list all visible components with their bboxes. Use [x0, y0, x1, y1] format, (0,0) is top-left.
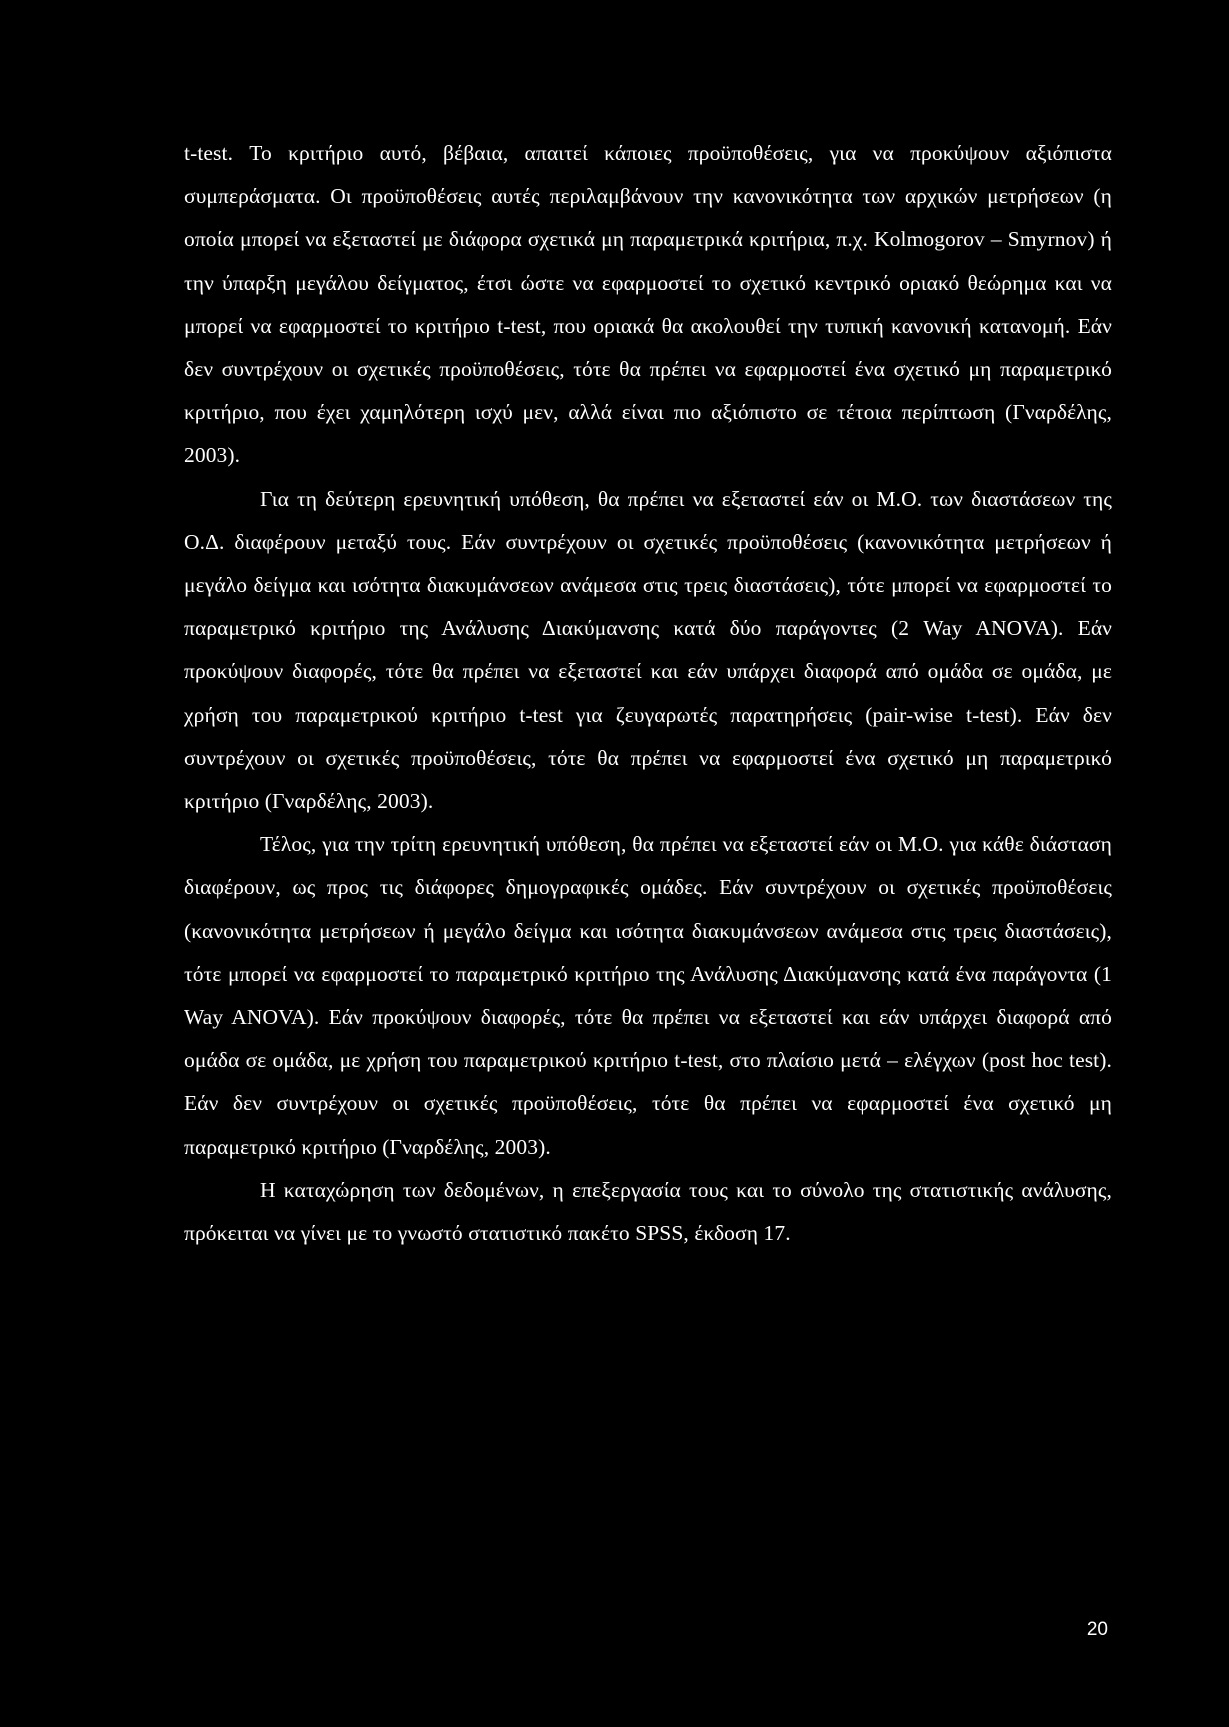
paragraph-data-analysis: Η καταχώρηση των δεδομένων, η επεξεργασία τους και το σύνολο της στατιστικής ανάλυσης, πρόκειται να γίνει με το γνωστό στατιστικό πακέτο SPSS, έκδοση 17. [184, 1177, 1112, 1246]
paragraph-continuation: t-test. Το κριτήριο αυτό, βέβαια, απαιτεί κάποιες προϋποθέσεις, για να προκύψουν αξιόπιστα συμπεράσματα. Οι προϋποθέσεις αυτές περιλαμβάνουν την κανονικότητα των αρχικών μετρήσεων (η οποία μπορεί να εξεταστεί με διάφορα σχετικά μη παραμετρικά κριτήρια, π.χ. Kolmogorov – Smyrnov) ή την ύπαρξη μεγάλου δείγματος, έτσι ώστε να εφαρμοστεί το σχετικό κεντρικό οριακό θεώρημα και να μπορεί να εφαρμοστεί το κριτήριο t-test, που οριακά θα ακολουθεί την τυπική κανονική κατανομή. Εάν δεν συντρέχουν οι σχετικές προϋποθέσεις, τότε θα πρέπει να εφαρμοστεί ένα σχετικό μη παραμετρικό κριτήριο, που έχει χαμηλότερη ισχύ μεν, αλλά είναι πιο αξιόπιστο σε τέτοια περίπτωση (Γναρδέλης, 2003). [184, 141, 1112, 468]
paragraph-second-hypothesis: Για τη δεύτερη ερευνητική υπόθεση, θα πρέπει να εξεταστεί εάν οι Μ.Ο. των διαστάσεων της Ο.Δ. διαφέρουν μεταξύ τους. Εάν συντρέχουν οι σχετικές προϋποθέσεις (κανονικότητα μετρήσεων ή μεγάλο δείγμα και ισότητα διακυμάνσεων ανάμεσα στις τρεις διαστάσεις), τότε μπορεί να εφαρμοστεί το παραμετρικό κριτήριο της Ανάλυσης Διακύμανσης κατά δύο παράγοντες (2 Way ANOVA). Εάν προκύψουν διαφορές, τότε θα πρέπει να εξεταστεί και εάν υπάρχει διαφορά από ομάδα σε ομάδα, με χρήση του παραμετρικού κριτήριο t-test για ζευγαρωτές παρατηρήσεις (pair-wise t-test). Εάν δεν συντρέχουν οι σχετικές προϋποθέσεις, τότε θα πρέπει να εφαρμοστεί ένα σχετικό μη παραμετρικό κριτήριο (Γναρδέλης, 2003). [184, 486, 1112, 814]
body-text [184, 132, 1112, 1255]
page-number: 20 [1086, 1619, 1108, 1640]
paragraph-third-hypothesis: Τέλος, για την τρίτη ερευνητική υπόθεση, θα πρέπει να εξεταστεί εάν οι Μ.Ο. για κάθε διάσταση διαφέρουν, ως προς τις διάφορες δημογραφικές ομάδες. Εάν συντρέχουν οι σχετικές προϋποθέσεις (κανονικότητα μετρήσεων ή μεγάλο δείγμα και ισότητα διακυμάνσεων ανάμεσα στις τρεις διαστάσεις), τότε μπορεί να εφαρμοστεί το παραμετρικό κριτήριο της Ανάλυσης Διακύμανσης κατά ένα παράγοντα (1 Way ANOVA). Εάν προκύψουν διαφορές, τότε θα πρέπει να εξεταστεί και εάν υπάρχει διαφορά από ομάδα σε ομάδα, με χρήση του παραμετρικού κριτήριο t-test, στο πλαίσιο μετά – ελέγχων (post hoc test). Εάν δεν συντρέχουν οι σχετικές προϋποθέσεις, τότε θα πρέπει να εφαρμοστεί ένα σχετικό μη παραμετρικό κριτήριο (Γναρδέλης, 2003). [184, 832, 1112, 1159]
